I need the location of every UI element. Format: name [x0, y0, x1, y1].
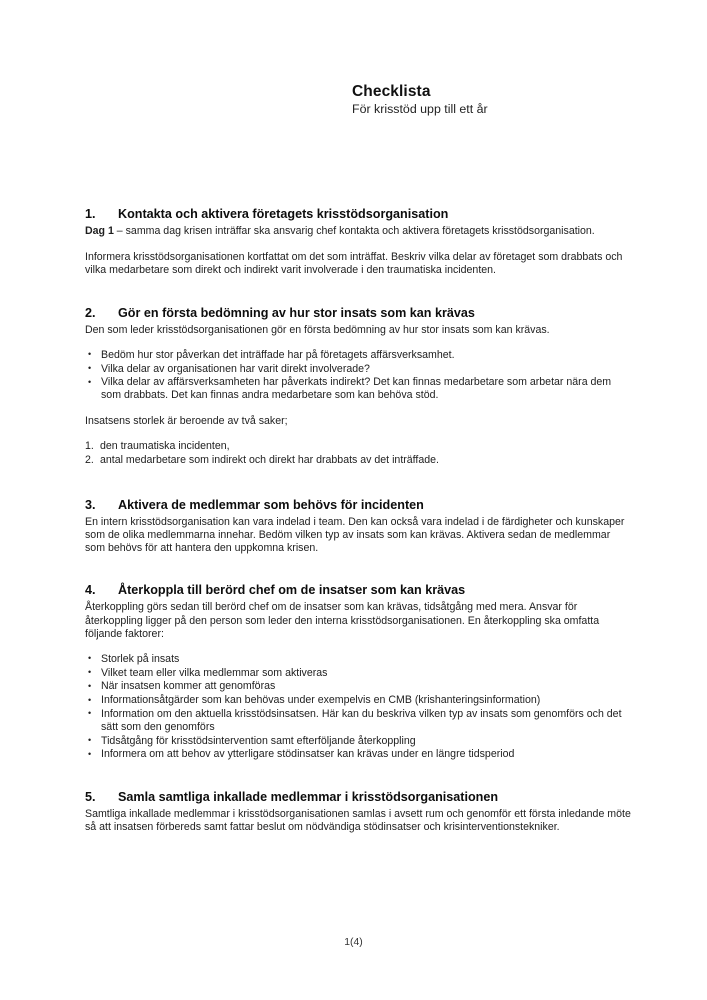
list-item: antal medarbetare som indirekt och direkt har drabbats av det inträffade.: [100, 453, 439, 466]
section-2-number: 2.: [85, 305, 96, 320]
section-1-paragraph-1: [85, 225, 633, 238]
list-item: • Bedöm hur stor påverkan det inträffade har på företagets affärsverksamhet.: [85, 349, 633, 362]
section-2-paragraph-1: Den som leder krisstödsorganisationen gör en första bedömning av hur stor insats som kan krävas.: [85, 323, 550, 336]
spacer: [85, 428, 633, 440]
section-4-heading: [85, 583, 633, 598]
spacer: [85, 337, 633, 349]
section-5-heading: [85, 790, 633, 805]
section-3-paragraph-1: En intern krisstödsorganisation kan vara indelad i team. Den kan också vara indelad i de färdigheter och kunskaper som de olika medlemmarna innehar. Bedöm vilken typ av insats som kan krävas. Aktivera sedan de medlemmar som behövs för att hantera den uppkomna krisen.: [85, 515, 625, 555]
section-2: [85, 306, 633, 467]
page-number: 1(4): [344, 937, 363, 948]
section-1-paragraph-2: Informera krisstödsorganisationen kortfattat om det som inträffat. Beskriv vilka delar av företaget som drabbats och vilka medarbetare som direkt och indirekt varit involverade i den traumatiska incidenten.: [85, 251, 623, 277]
section-5: [85, 790, 633, 834]
section-1-number: 1.: [85, 207, 96, 221]
spacer: [85, 467, 633, 498]
spacer: [85, 762, 633, 790]
list-item: • Storlek på insats: [85, 653, 633, 666]
section-4-heading-text: Återkoppla till berörd chef om de insatser som kan krävas: [118, 583, 466, 598]
section-2-numbered-list: [85, 440, 633, 466]
list-item: • Tidsåtgång för krisstödsintervention samt efterföljande återkoppling: [85, 735, 633, 748]
section-3-heading-text: Aktivera de medlemmar som behövs för incidenten: [118, 497, 424, 512]
section-4: [85, 583, 633, 761]
section-5-heading-text: Samla samtliga inkallade medlemmar i krisstödsorganisationen: [118, 790, 499, 805]
list-item: • Vilka delar av organisationen har varit direkt involverade?: [85, 363, 633, 376]
section-5-paragraph-1: Samtliga inkallade medlemmar i krisstödsorganisationen samlas i avsett rum och genomför ett första inledande möte så att insatsen förbereds samt fattar beslut om nödvändiga stödinsatser och krisinterventionstekniker.: [85, 808, 631, 834]
list-item: • Informera om att behov av ytterligare stödinsatser kan krävas under en längre tidsperiod: [85, 748, 633, 761]
document-body: [85, 207, 633, 834]
list-item: • När insatsen kommer att genomföras: [85, 680, 633, 693]
list-item: • Informationsåtgärder som kan behövas under exempelvis en CMB (krishanteringsinformation): [85, 694, 633, 707]
section-3-number: 3.: [85, 497, 96, 512]
section-2-paragraph-2: Insatsens storlek är beroende av två saker;: [85, 415, 288, 428]
section-2-bullet-list: [85, 349, 633, 403]
document-title: Checklista: [352, 83, 431, 100]
section-3: [85, 498, 633, 556]
section-1-heading: [85, 207, 633, 222]
list-item: • Vilket team eller vilka medlemmar som aktiveras: [85, 667, 633, 680]
section-2-heading-text: Gör en första bedömning av hur stor insats som kan krävas: [118, 305, 475, 320]
section-2-heading: [85, 306, 633, 321]
section-1-lead: Dag 1: [85, 225, 114, 237]
spacer: [85, 278, 633, 306]
spacer: [85, 641, 633, 653]
section-1-heading-text: Kontakta och aktivera företagets krisstödsorganisation: [118, 207, 449, 221]
spacer: [85, 555, 633, 583]
list-item: den traumatiska incidenten,: [100, 440, 230, 453]
section-3-heading: [85, 498, 633, 513]
section-4-number: 4.: [85, 583, 96, 598]
list-item: • Information om den aktuella krisstödsinsatsen. Här kan du beskriva vilken typ av insats som genomförs och det sätt som den genomförs: [85, 708, 633, 734]
section-5-number: 5.: [85, 790, 96, 805]
page-footer: [0, 936, 707, 949]
section-4-paragraph-1: Återkoppling görs sedan till berörd chef om de insatser som kan krävas, tidsåtgång med mera. Ansvar för återkoppling ligger på den person som leder den interna krisstödsorganisationen. En återkoppling ska omfatta följande faktorer:: [85, 601, 600, 640]
section-1: [85, 207, 633, 278]
section-1-lead-rest: – samma dag krisen inträffar ska ansvarig chef kontakta och aktivera företagets krisstödsorganisation.: [113, 225, 595, 237]
list-item: • Vilka delar av affärsverksamheten har påverkats indirekt? Det kan finnas medarbetare som arbetar nära dem som drabbats. Det kan finnas andra medarbetare som kan behöva stöd.: [85, 376, 633, 402]
document-subtitle: För krisstöd upp till ett år: [352, 102, 488, 116]
spacer: [85, 403, 633, 415]
section-4-bullet-list: [85, 653, 633, 762]
document-header: [352, 83, 652, 117]
